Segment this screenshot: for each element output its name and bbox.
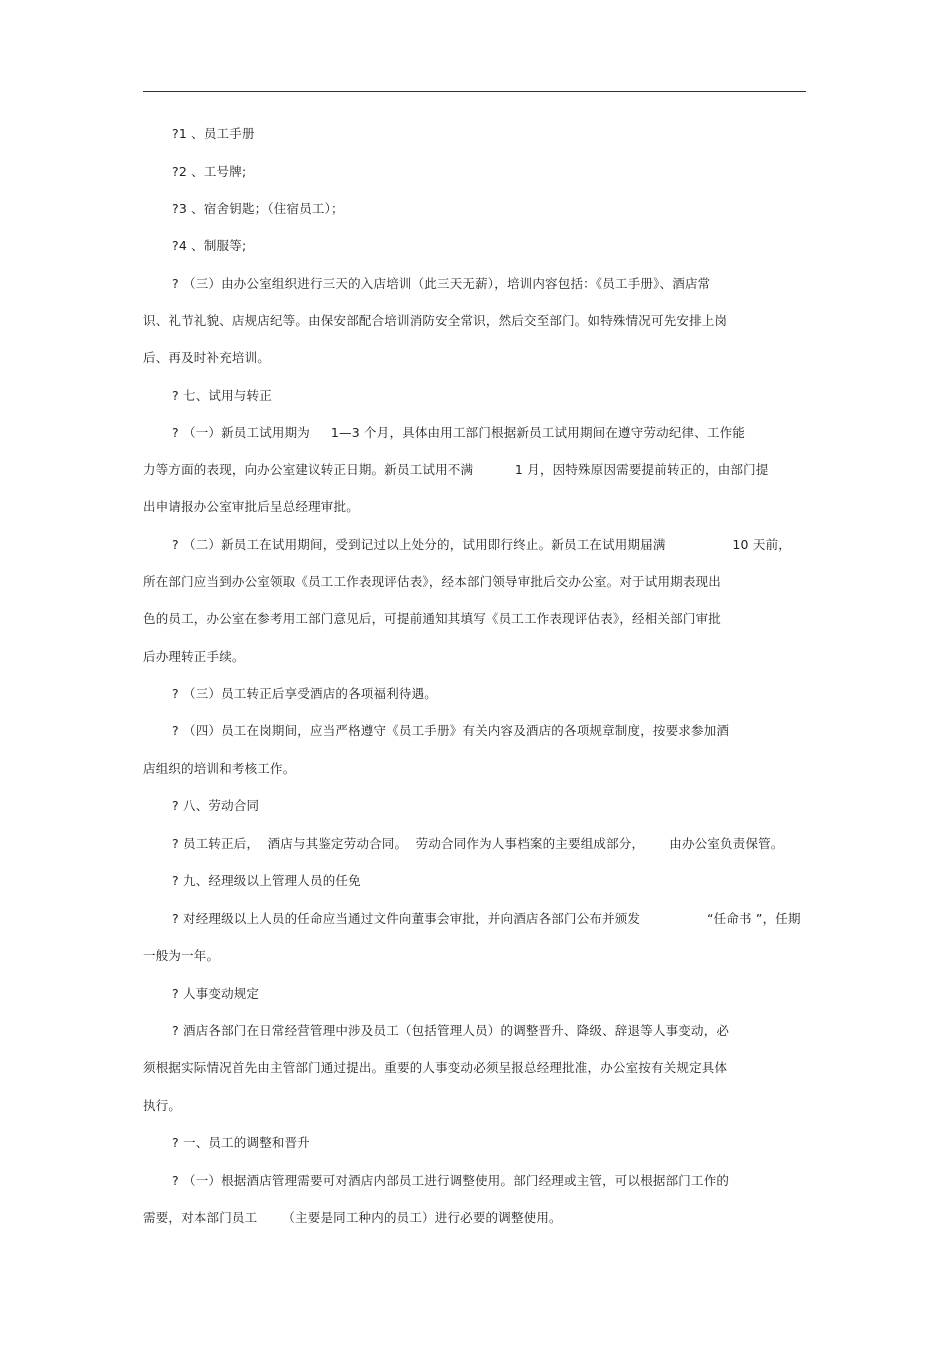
header-rule: [143, 91, 806, 92]
text-line: ?4 、制服等;: [172, 238, 247, 253]
text-line: ? （三）员工转正后享受酒店的各项福利待遇。: [172, 686, 438, 701]
text-line: ? 对经理级以上人员的任命应当通过文件向董事会审批，并向酒店各部门公布并颁发 “任命书 ”，任期: [172, 911, 801, 926]
text-line: ? （三）由办公室组织进行三天的入店培训（此三天无薪），培训内容包括：《员工手册》、酒店常: [172, 276, 711, 291]
text-line: 店组织的培训和考核工作。: [143, 761, 296, 776]
text-line: ? （一）新员工试用期为 1—3 个月，具体由用工部门根据新员工试用期间在遵守劳动纪律、工作能: [172, 425, 746, 440]
text-line: 一般为一年。: [143, 948, 220, 963]
section-heading: ? 人事变动规定: [172, 986, 260, 1001]
text-line: ? （二）新员工在试用期间，受到记过以上处分的，试用即行终止。新员工在试用期届满 10 天前，: [172, 537, 791, 552]
text-line: ? （四）员工在岗期间，应当严格遵守《员工手册》有关内容及酒店的各项规章制度，按要求参加酒: [172, 723, 730, 738]
text-line: ?3 、宿舍钥匙；（住宿员工）；: [172, 201, 344, 216]
section-heading: ? 七、试用与转正: [172, 388, 272, 403]
text-line: ? （一）根据酒店管理需要可对酒店内部员工进行调整使用。部门经理或主管，可以根据部门工作的: [172, 1173, 730, 1188]
text-line: 需要，对本部门员工 （主要是同工种内的员工）进行必要的调整使用。: [143, 1210, 562, 1225]
text-line: 后、再及时补充培训。: [143, 350, 271, 365]
text-line: 力等方面的表现，向办公室建议转正日期。新员工试用不满 1 月，因特殊原因需要提前转正的，由部门提: [143, 462, 769, 477]
section-heading: ? 八、劳动合同: [172, 798, 260, 813]
text-line: 色的员工，办公室在参考用工部门意见后，可提前通知其填写《员工工作表现评估表》，经相关部门审批: [143, 611, 721, 626]
section-heading: ? 一、员工的调整和晋升: [172, 1135, 311, 1150]
text-line: 后办理转正手续。: [143, 649, 245, 664]
text-line: 须根据实际情况首先由主管部门通过提出。重要的人事变动必须呈报总经理批准，办公室按有关规定具体: [143, 1060, 728, 1075]
text-line: ?2 、工号牌;: [172, 164, 247, 179]
text-line: ? 酒店各部门在日常经营管理中涉及员工（包括管理人员）的调整晋升、降级、辞退等人事变动，必: [172, 1023, 730, 1038]
section-heading: ? 九、经理级以上管理人员的任免: [172, 873, 361, 888]
text-line: ?1 、员工手册: [172, 126, 255, 141]
text-line: ? 员工转正后， 酒店与其鉴定劳动合同。 劳动合同作为人事档案的主要组成部分， 由办公室负责保管。: [172, 836, 784, 851]
text-line: 识、礼节礼貌、店规店纪等。由保安部配合培训消防安全常识，然后交至部门。如特殊情况可先安排上岗: [143, 313, 728, 328]
text-line: 所在部门应当到办公室领取《员工工作表现评估表》，经本部门领导审批后交办公室。对于试用期表现出: [143, 574, 721, 589]
text-line: 出申请报办公室审批后呈总经理审批。: [143, 499, 359, 514]
text-line: 执行。: [143, 1098, 182, 1113]
